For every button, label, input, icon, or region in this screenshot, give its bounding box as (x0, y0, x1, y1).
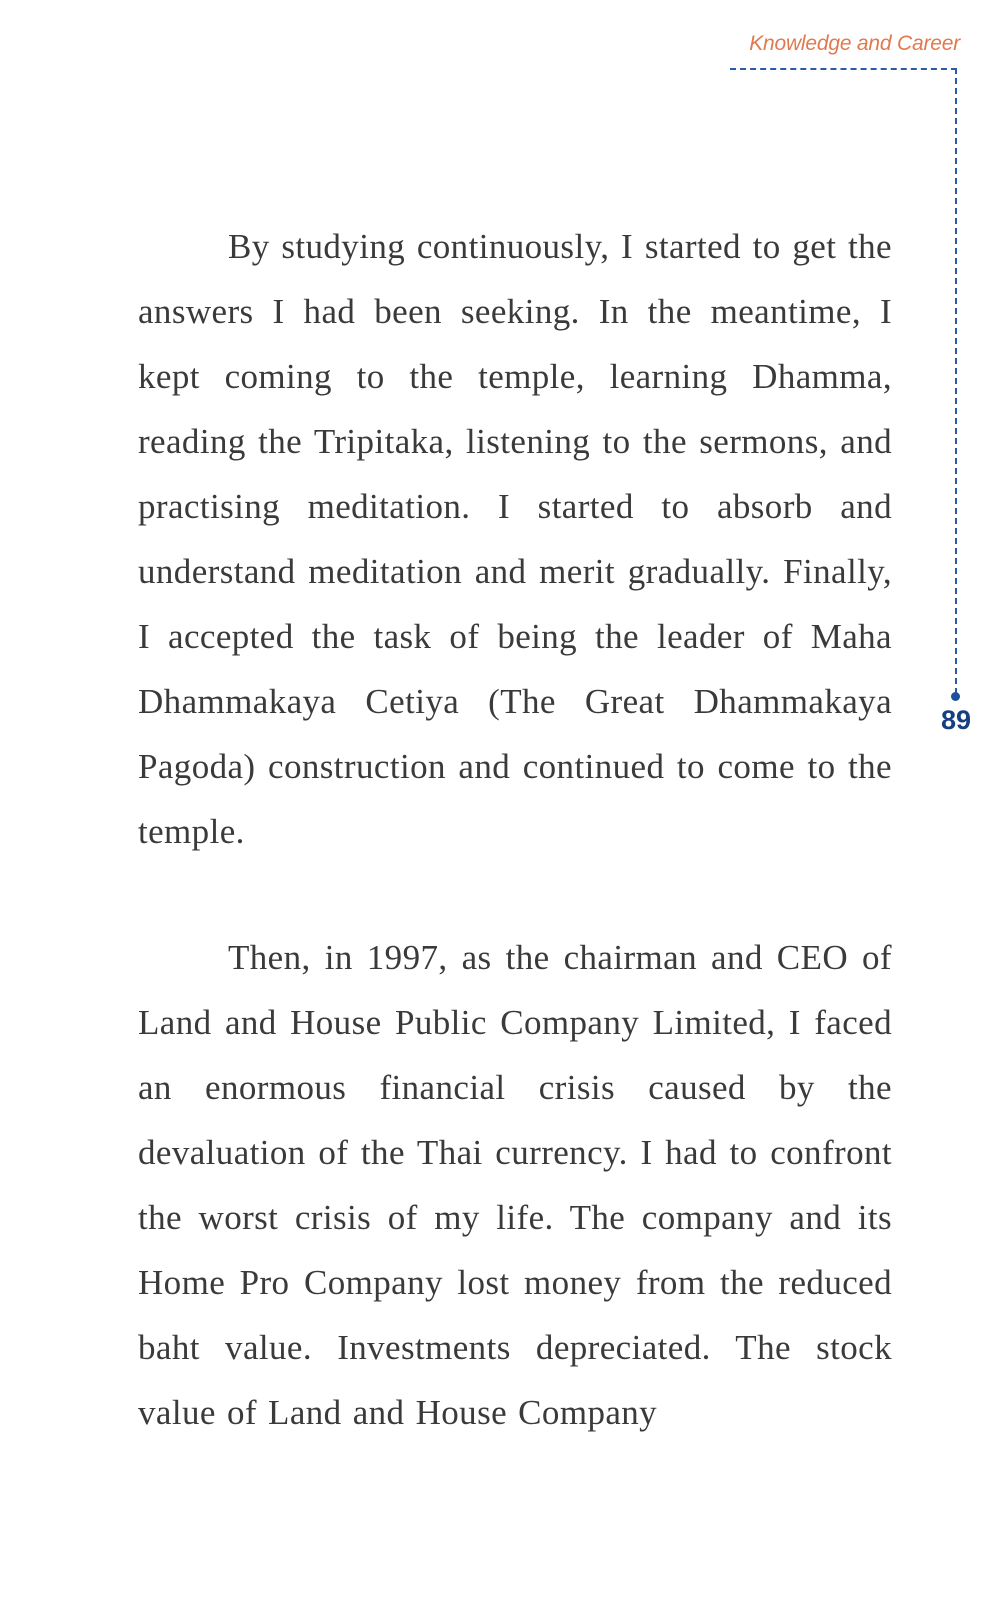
guide-dot (951, 692, 960, 701)
guide-line-vertical (955, 68, 957, 694)
guide-line-horizontal (730, 68, 957, 70)
paragraph-1: By studying continuously, I started to get the answers I had been seeking. In the meantime, I kept coming to the temple, learning Dhamma, reading the Tripitaka, listening to the sermons, and practising meditation. I started to absorb and understand meditation and merit gradually. Finally, I accepted the task of being the leader of Maha Dhammakaya Cetiya (The Great Dhammakaya Pagoda) construction and continued to come to the temple. (138, 227, 892, 851)
paragraph-2: Then, in 1997, as the chairman and CEO of Land and House Public Company Limited, I faced an enormous financial crisis caused by the devaluation of the Thai currency. I had to confront the worst crisis of my life. The company and its Home Pro Company lost money from the reduced baht value. Investments depreciated. The stock value of Land and House Company (138, 938, 892, 1432)
running-head: Knowledge and Career (749, 32, 960, 55)
body-text (138, 214, 892, 1445)
page-number: 89 (940, 705, 972, 735)
